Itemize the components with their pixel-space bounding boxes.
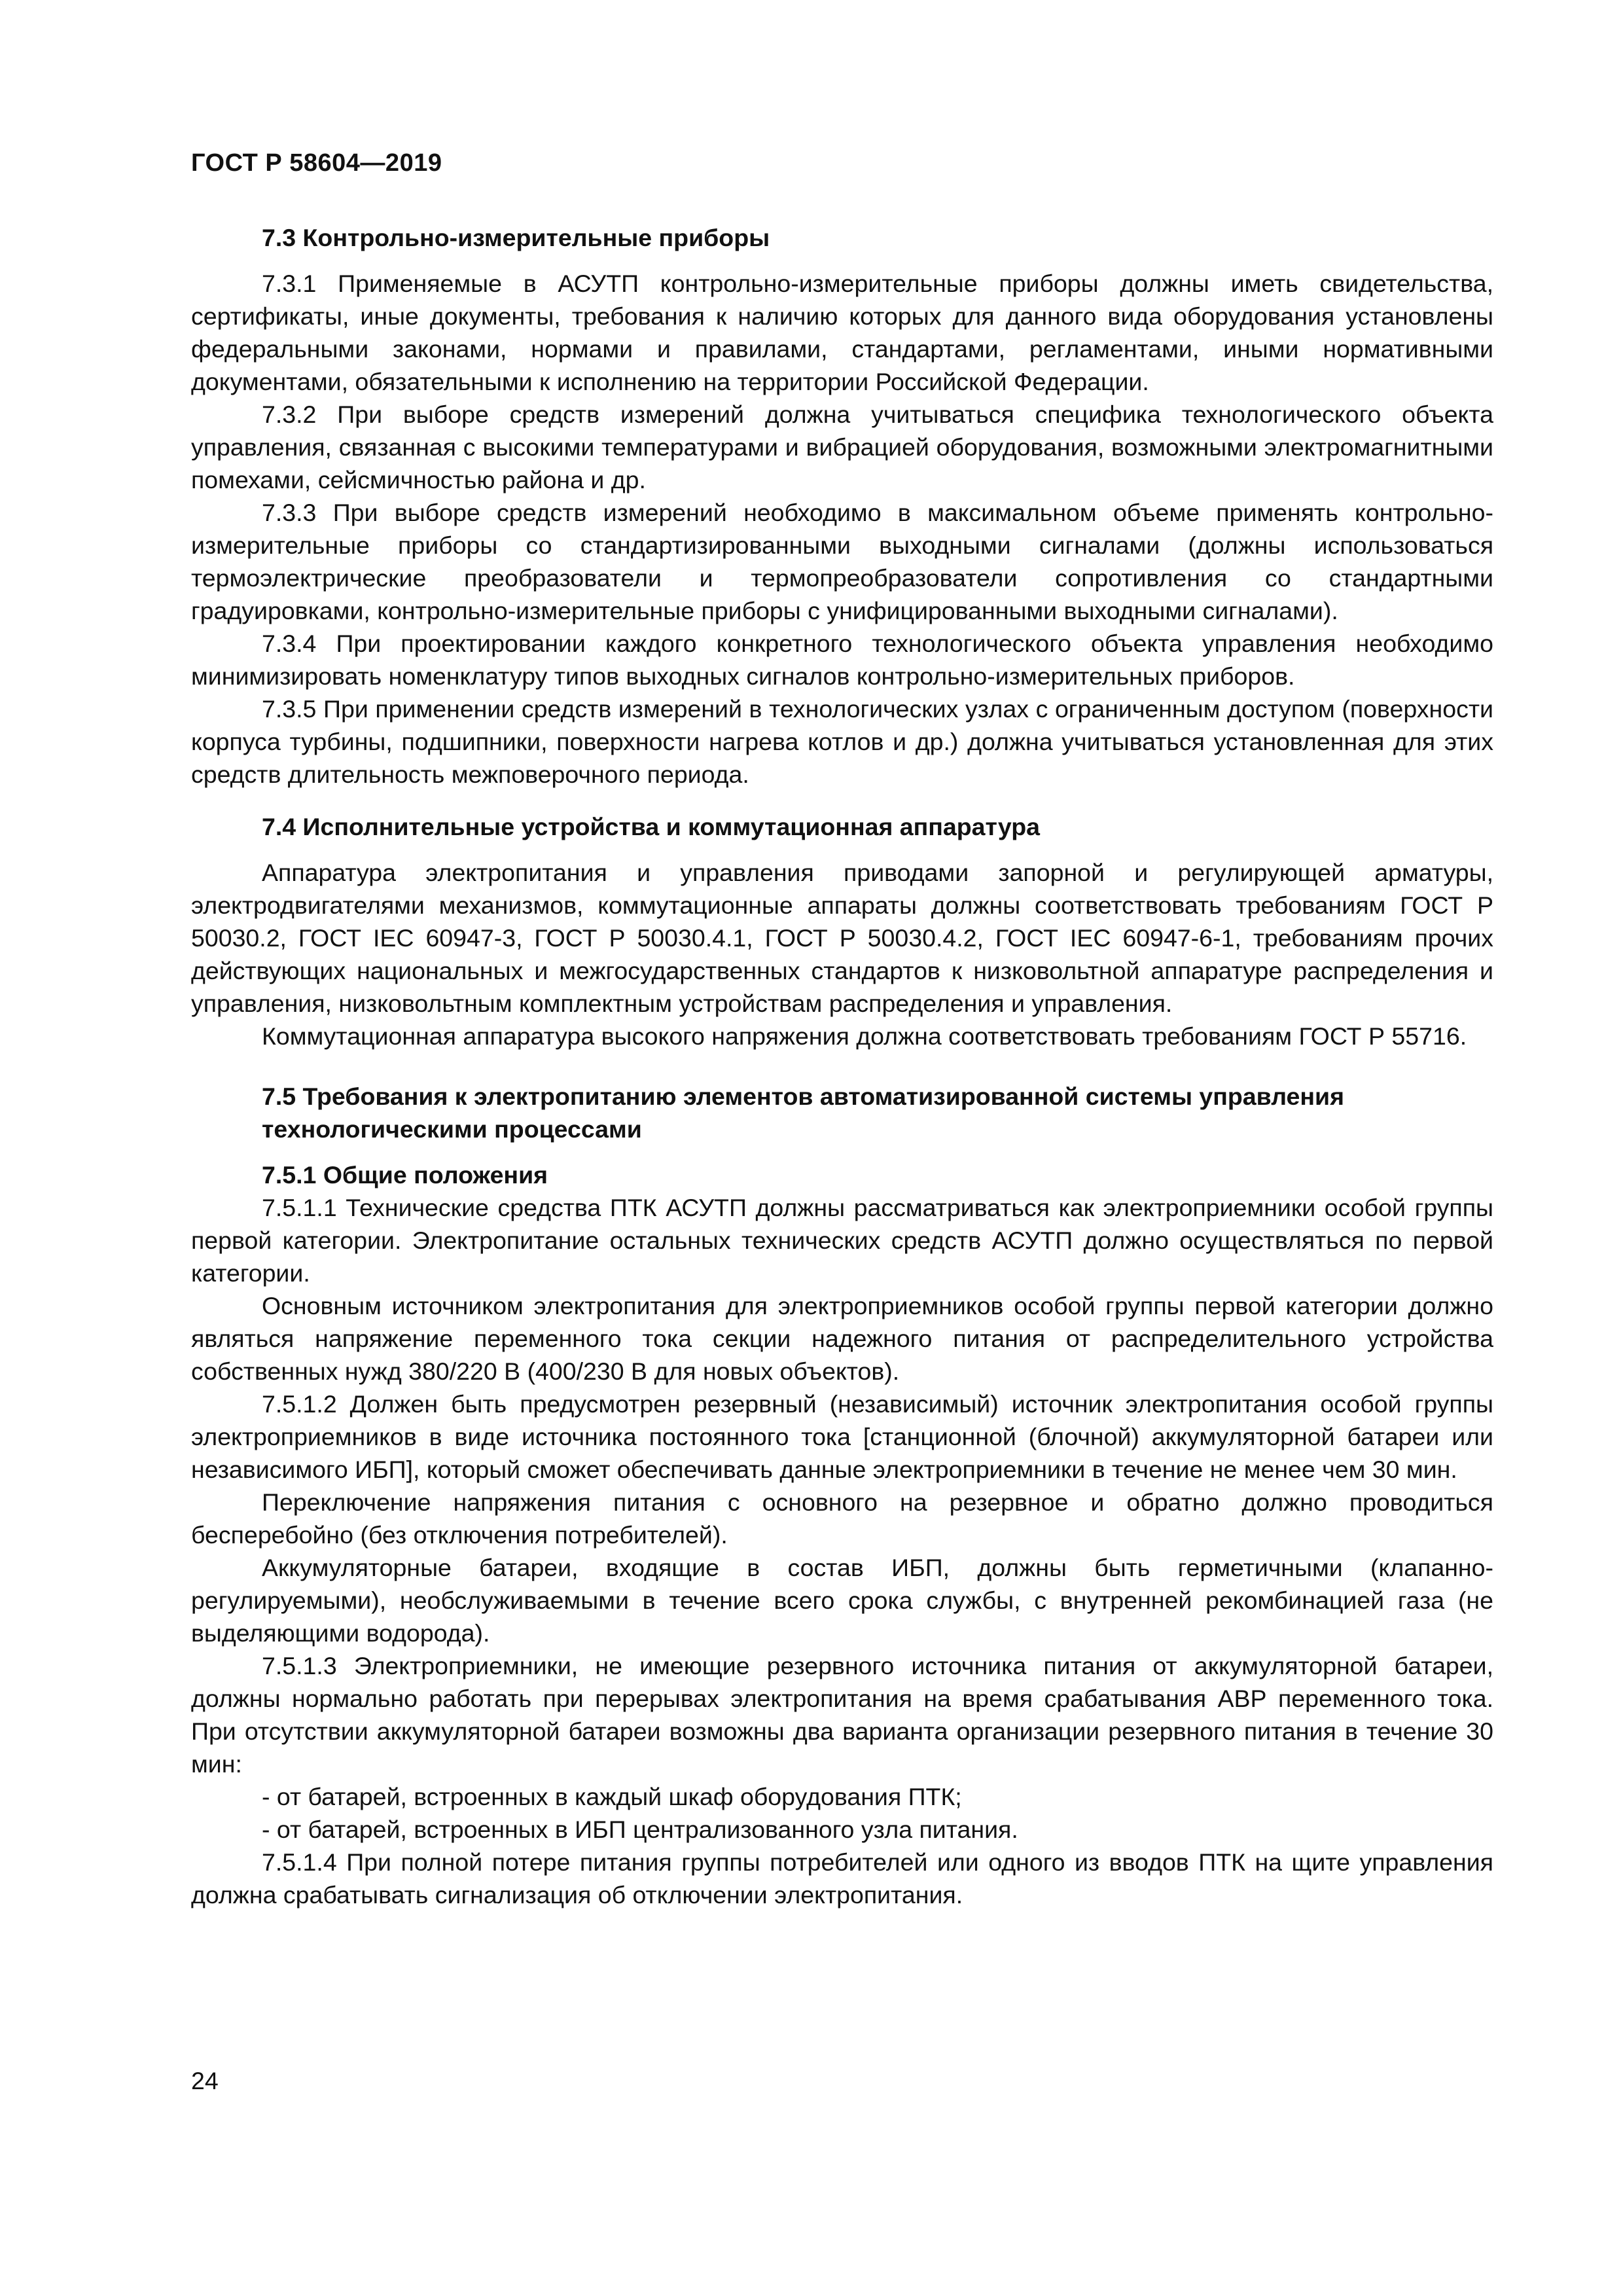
paragraph-7-5-1-1: 7.5.1.1 Технические средства ПТК АСУТП должны рассматриваться как электроприемники особой группы первой категории. Электропитание остальных технических средств АСУТП должно осуществляться по первой категории.	[191, 1194, 1493, 1287]
paragraph-7-4-1: Аппаратура электропитания и управления приводами запорной и регулирующей арматуры, электродвигателями механизмов, коммутационные аппараты должны соответствовать требованиям ГОСТ Р 50030.2, ГОСТ IEC 60947-3, ГОСТ Р 50030.4.1, ГОСТ Р 50030.4.2, ГОСТ IEC 60947-6-1, требованиям прочих действующих национальных и межгосударственных стандартов к низковольтной аппаратуре распределения и управления, низковольтным комплектным устройствам распределения и управления.	[191, 859, 1493, 1017]
paragraph-7-3-3: 7.3.3 При выборе средств измерений необходимо в максимальном объеме применять контрольно-измерительные приборы со стандартизированными выходными сигналами (должны использоваться термоэлектрические преобразователи и термопреобразователи сопротивления со стандартными градуировками, контрольно-измерительные приборы с унифицированными выходными сигналами).	[191, 499, 1493, 624]
paragraph-7-3-1: 7.3.1 Применяемые в АСУТП контрольно-измерительные приборы должны иметь свидетельства, сертификаты, иные документы, требования к наличию которых для данного вида оборудования установлены федеральными законами, нормами и правилами, стандартами, регламентами, иными нормативными документами, обязательными к исполнению на территории Российской Федерации.	[191, 270, 1493, 395]
section-heading-7-5	[191, 1080, 1493, 1145]
paragraph-7-3-4: 7.3.4 При проектировании каждого конкретного технологического объекта управления необходимо минимизировать номенклатуру типов выходных сигналов контрольно-измерительных приборов.	[191, 630, 1493, 690]
section-heading-7-3: 7.3 Контрольно-измерительные приборы	[262, 224, 770, 251]
document-page	[191, 0, 1493, 2296]
document-body	[191, 221, 1493, 1911]
list-item: - от батарей, встроенных в ИБП централизованного узла питания.	[262, 1816, 1018, 1843]
paragraph-7-5-1-3: 7.5.1.3 Электроприемники, не имеющие резервного источника питания от аккумуляторной батареи, должны нормально работать при перерывах электропитания на время срабатывания АВР переменного тока. При отсутствии аккумуляторной батареи возможны два варианта организации резервного питания в течение 30 мин:	[191, 1652, 1493, 1778]
paragraph-7-5-1-4: 7.5.1.4 При полной потере питания группы потребителей или одного из вводов ПТК на щите управления должна срабатывать сигнализация об отключении электропитания.	[191, 1848, 1493, 1909]
page-number: 24	[191, 2067, 219, 2094]
paragraph-main-power-source: Основным источником электропитания для электроприемников особой группы первой категории должно являться напряжение переменного тока секции надежного питания от распределительного устройства собственных нужд 380/220 В (400/230 В для новых объектов).	[191, 1292, 1493, 1385]
subsection-heading-7-5-1: 7.5.1 Общие положения	[262, 1161, 548, 1189]
section-heading-7-5-line1: 7.5 Требования к электропитанию элементов автоматизированной системы управления	[262, 1083, 1344, 1110]
paragraph-7-3-5: 7.3.5 При применении средств измерений в технологических узлах с ограниченным доступом (поверхности корпуса турбины, подшипники, поверхности нагрева котлов и др.) должна учитываться установленная для этих средств длительность межповерочного периода.	[191, 695, 1493, 788]
paragraph-switching: Переключение напряжения питания с основного на резервное и обратно должно проводиться бесперебойно (без отключения потребителей).	[191, 1488, 1493, 1549]
paragraph-7-4-2: Коммутационная аппаратура высокого напряжения должна соответствовать требованиям ГОСТ Р 55716.	[262, 1022, 1467, 1050]
document-code-header: ГОСТ Р 58604—2019	[191, 149, 442, 177]
paragraph-7-5-1-2: 7.5.1.2 Должен быть предусмотрен резервный (независимый) источник электропитания особой группы электроприемников в виде источника постоянного тока [станционной (блочной) аккумуляторной батареи или независимого ИБП], который сможет обеспечивать данные электроприемники в течение не менее чем 30 мин.	[191, 1390, 1493, 1483]
list-item: - от батарей, встроенных в каждый шкаф оборудования ПТК;	[262, 1783, 962, 1810]
section-heading-7-4: 7.4 Исполнительные устройства и коммутационная аппаратура	[262, 813, 1040, 840]
paragraph-7-3-2: 7.3.2 При выборе средств измерений должна учитываться специфика технологического объекта управления, связанная с высокими температурами и вибрацией оборудования, возможными электромагнитными помехами, сейсмичностью района и др.	[191, 401, 1493, 493]
paragraph-batteries: Аккумуляторные батареи, входящие в состав ИБП, должны быть герметичными (клапанно-регулируемыми), необслуживаемыми в течение всего срока службы, с внутренней рекомбинацией газа (не выделяющими водорода).	[191, 1554, 1493, 1647]
section-heading-7-5-line2: технологическими процессами	[262, 1115, 642, 1143]
